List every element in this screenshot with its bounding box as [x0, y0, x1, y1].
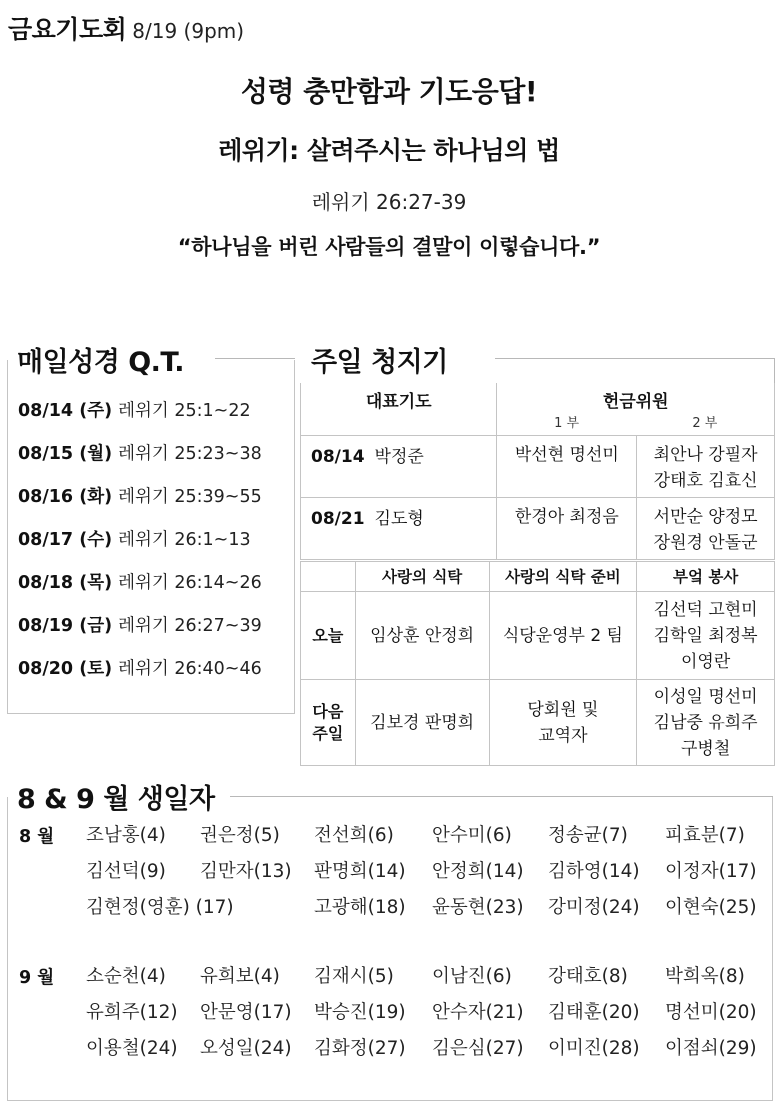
qt-entry [18, 526, 251, 551]
sermon-subtitle: 레위기: 살려주시는 하나님의 법 [218, 136, 560, 165]
prep-cell: 식당운영부 2 팀 [489, 592, 637, 680]
part1-cell: 박선현 명선미 [497, 435, 637, 497]
birthday-entry: 이남진(6) [432, 966, 512, 987]
birthday-entry: 안정희(14) [432, 861, 524, 882]
birthday-entry: 김하영(14) [548, 861, 640, 882]
birthday-entry: 김재시(5) [314, 966, 394, 987]
birthday-entry: 이점쇠(29) [665, 1038, 757, 1059]
offering-header [497, 383, 775, 435]
next-week-label [301, 680, 356, 766]
service-table [300, 561, 775, 766]
birthday-entry: 박희옥(8) [665, 966, 745, 987]
part1-label: 1 부 [554, 416, 580, 431]
prep-header: 사랑의 식탁 준비 [489, 562, 637, 592]
love-table-header: 사랑의 식탁 [355, 562, 489, 592]
birthday-entry: 유희주(12) [86, 1002, 178, 1023]
birthday-entry: 김화정(27) [314, 1038, 406, 1059]
birthday-entry: 이현숙(25) [665, 897, 757, 918]
kitchen-line: 김학일 최정복 [653, 625, 758, 646]
kitchen-header: 부엌 봉사 [637, 562, 775, 592]
birthday-entry: 유희보(4) [200, 966, 280, 987]
qt-date: 08/19 (금) [18, 616, 113, 636]
kitchen-line: 이영란 [680, 651, 731, 672]
birthday-entry: 피효분(7) [665, 825, 745, 846]
birthday-entry: 정송균(7) [548, 825, 628, 846]
qt-date: 08/20 (토) [18, 659, 113, 679]
prayer-cell [301, 497, 497, 559]
next-label-line: 주일 [312, 723, 344, 743]
stewards-row [301, 435, 775, 497]
birthday-entry: 이용철(24) [86, 1038, 178, 1059]
prayer-name: 김도형 [374, 508, 424, 529]
part2-cell [637, 435, 775, 497]
prep-cell [489, 680, 637, 766]
prep-line: 교역자 [538, 725, 588, 746]
birthday-entry: 박승진(19) [314, 1002, 406, 1023]
qt-passage: 레위기 26:1~13 [118, 530, 251, 550]
qt-entry [18, 397, 251, 422]
birthday-entry: 김선덕(9) [86, 861, 166, 882]
birthday-entry: 권은정(5) [200, 825, 280, 846]
stewards-table [300, 383, 775, 560]
kitchen-line: 구병철 [680, 738, 731, 759]
kitchen-cell [637, 680, 775, 766]
birthday-entry: 김만자(13) [200, 861, 292, 882]
sermon-headline: 성령 충만함과 기도응답! [240, 75, 538, 108]
qt-entry [18, 655, 262, 680]
service-row [301, 592, 775, 680]
month-label-august: 8 월 [19, 827, 55, 847]
sunday-title-rule [495, 358, 775, 359]
qt-passage: 레위기 25:1~22 [118, 401, 251, 421]
birthday-entry: 이정자(17) [665, 861, 757, 882]
qt-date: 08/17 (수) [18, 530, 113, 550]
birthday-entry: 김현정(영훈) (17) [86, 897, 234, 918]
scripture-reference: 레위기 26:27-39 [311, 190, 467, 214]
row-date: 08/21 [311, 508, 365, 529]
kitchen-line: 김남중 유희주 [653, 712, 758, 733]
love-table-cell: 김보경 판명희 [355, 680, 489, 766]
qt-date: 08/15 (월) [18, 444, 113, 464]
qt-passage: 레위기 26:14~26 [118, 573, 262, 593]
birthday-entry: 김은심(27) [432, 1038, 524, 1059]
prayer-name: 박정준 [374, 446, 424, 467]
qt-passage: 레위기 26:40~46 [118, 659, 262, 679]
qt-title: 매일성경 Q.T. [17, 340, 194, 379]
sermon-quote: “하나님을 버린 사람들의 결말이 이렇습니다.” [177, 235, 601, 259]
sunday-title: 주일 청지기 [311, 340, 458, 379]
qt-entry [18, 569, 262, 594]
row-date: 08/14 [311, 446, 365, 467]
kitchen-line: 김선덕 고현미 [653, 599, 758, 620]
part1-cell: 한경아 최정음 [497, 497, 637, 559]
birthday-entry: 고광해(18) [314, 897, 406, 918]
birthday-title: 8 & 9 월 생일자 [17, 777, 225, 816]
part2-line: 서만순 양정모 [653, 506, 758, 527]
qt-passage: 레위기 25:39~55 [118, 487, 262, 507]
birthday-entry: 이미진(28) [548, 1038, 640, 1059]
corner-cell [301, 562, 356, 592]
part2-cell [637, 497, 775, 559]
birthday-entry: 안문영(17) [200, 1002, 292, 1023]
qt-passage: 레위기 25:23~38 [118, 444, 262, 464]
prayer-header-label: 대표기도 [365, 392, 432, 412]
part2-line: 강태호 김효신 [653, 470, 758, 491]
prayer-cell [301, 435, 497, 497]
service-name: 금요기도회 [8, 15, 127, 44]
kitchen-cell [637, 592, 775, 680]
part2-line: 장원경 안돌군 [653, 532, 758, 553]
qt-entry [18, 612, 262, 637]
birthday-entry: 윤동현(23) [432, 897, 524, 918]
birthday-entry: 김태훈(20) [548, 1002, 640, 1023]
birthday-entry: 안수미(6) [432, 825, 512, 846]
prayer-header [301, 383, 497, 435]
stewards-row [301, 497, 775, 559]
qt-passage: 레위기 26:27~39 [118, 616, 262, 636]
month-label-september: 9 월 [19, 968, 55, 988]
sunday-box-right-rule [774, 358, 775, 384]
offering-header-label: 헌금위원 [602, 392, 669, 412]
birthday-entry: 명선미(20) [665, 1002, 757, 1023]
prep-line: 당회원 및 [527, 699, 599, 720]
birthday-entry: 안수자(21) [432, 1002, 524, 1023]
service-date: 8/19 (9pm) [132, 19, 245, 43]
qt-title-rule [215, 358, 295, 359]
birthday-entry: 판명희(14) [314, 861, 406, 882]
love-table-cell: 임상훈 안정희 [355, 592, 489, 680]
today-label: 오늘 [301, 592, 356, 680]
next-label-line: 다음 [312, 701, 344, 721]
part2-label: 2 부 [692, 416, 718, 431]
part2-line: 최안나 강필자 [653, 444, 758, 465]
birthday-entry: 강태호(8) [548, 966, 628, 987]
kitchen-line: 이성일 명선미 [653, 686, 758, 707]
birthday-entry: 강미정(24) [548, 897, 640, 918]
qt-box [7, 360, 295, 714]
qt-entry [18, 440, 262, 465]
qt-entry [18, 483, 262, 508]
qt-date: 08/14 (주) [18, 401, 113, 421]
birthday-entry: 전선희(6) [314, 825, 394, 846]
birthday-entry: 조남홍(4) [86, 825, 166, 846]
birthday-entry: 소순천(4) [86, 966, 166, 987]
service-row [301, 680, 775, 766]
qt-date: 08/18 (목) [18, 573, 113, 593]
birthday-entry: 오성일(24) [200, 1038, 292, 1059]
page-title [8, 10, 244, 46]
offering-parts [497, 412, 774, 431]
qt-date: 08/16 (화) [18, 487, 113, 507]
